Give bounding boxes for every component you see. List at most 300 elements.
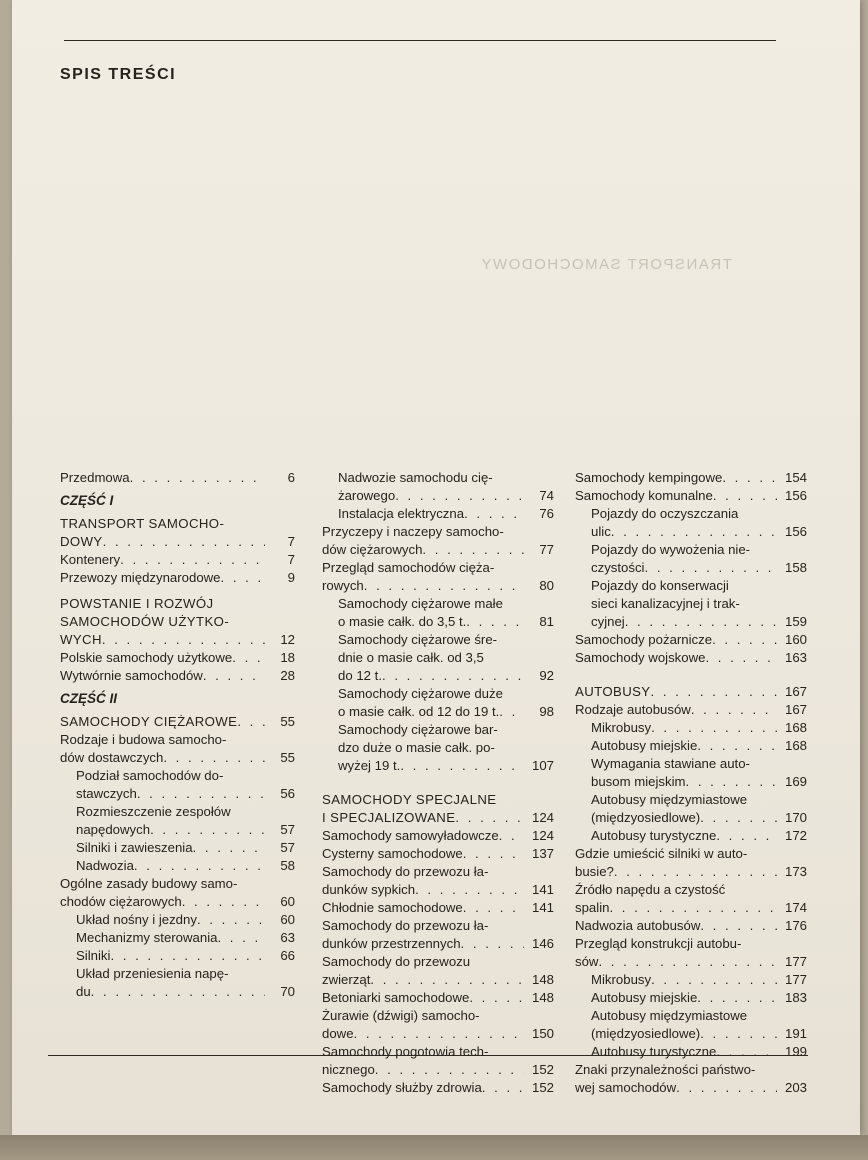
toc-page-number: 203	[784, 1080, 807, 1095]
toc-entry[interactable]	[60, 947, 295, 965]
toc-entry-title	[575, 845, 777, 881]
top-rule	[64, 40, 776, 41]
toc-entry-title	[322, 721, 524, 775]
toc-entry[interactable]	[575, 971, 807, 989]
toc-entry-text: Mechanizmy sterowania	[76, 930, 218, 945]
toc-entry-text: żarowego	[338, 488, 396, 503]
dot-leader	[382, 667, 524, 685]
toc-entry-line	[322, 1079, 524, 1097]
toc-page-number: 70	[280, 984, 295, 999]
toc-entry-title	[575, 827, 777, 845]
dot-leader	[469, 989, 524, 1007]
toc-page-number: 169	[784, 774, 807, 789]
toc-entry-title	[575, 917, 777, 935]
toc-entry[interactable]	[322, 953, 554, 989]
toc-entry-title	[322, 523, 524, 559]
dot-leader	[217, 929, 265, 947]
toc-entry[interactable]	[60, 713, 295, 731]
toc-entry-text: Silniki	[76, 948, 111, 963]
toc-entry-text: Autobusy turystyczne	[591, 828, 717, 843]
toc-entry-line	[76, 983, 265, 1001]
toc-entry-line	[60, 631, 265, 649]
dot-leader	[716, 1043, 777, 1061]
toc-entry-text: dów dostawczych	[60, 750, 164, 765]
toc-entry[interactable]	[60, 595, 295, 649]
dot-leader	[130, 469, 265, 487]
toc-page-number: 60	[280, 912, 295, 927]
dot-leader	[614, 863, 777, 881]
toc-entry-text: Silniki i zawieszenia	[76, 840, 193, 855]
dot-leader	[182, 893, 265, 911]
toc-entry-text: dunków przestrzennych	[322, 936, 461, 951]
toc-entry-line	[322, 1061, 524, 1079]
toc-entry[interactable]	[575, 989, 807, 1007]
toc-entry[interactable]	[575, 827, 807, 845]
toc-entry-title	[322, 827, 524, 845]
toc-entry[interactable]	[322, 845, 554, 863]
toc-entry[interactable]	[575, 469, 807, 487]
toc-page-number: 154	[784, 470, 807, 485]
toc-entry[interactable]	[575, 631, 807, 649]
toc-entry-line	[322, 863, 524, 881]
toc-entry[interactable]	[60, 803, 295, 839]
toc-entry-title	[575, 881, 777, 917]
toc-spacer	[322, 775, 554, 791]
dot-leader	[705, 649, 777, 667]
dot-leader	[651, 971, 777, 989]
toc-entry-title	[60, 713, 265, 731]
toc-page-number: 7	[287, 552, 295, 567]
toc-entry-text: Autobusy miejskie	[591, 990, 698, 1005]
dot-leader	[455, 809, 524, 827]
toc-entry[interactable]	[60, 965, 295, 1001]
toc-entry[interactable]	[322, 863, 554, 899]
toc-entry[interactable]	[575, 487, 807, 505]
toc-entry-title	[60, 875, 265, 911]
toc-entry-line	[322, 845, 524, 863]
dot-leader	[395, 487, 524, 505]
toc-page-number: 156	[784, 488, 807, 503]
dot-leader	[499, 827, 524, 845]
toc-entry-title	[575, 1043, 777, 1061]
dot-leader	[676, 1079, 777, 1097]
toc-entry-line	[322, 971, 524, 989]
toc-entry-line	[322, 989, 524, 1007]
toc-entry-title	[60, 839, 265, 857]
toc-entry-text: nicznego	[322, 1062, 375, 1077]
toc-page-number: 56	[280, 786, 295, 801]
toc-entry-text: Samochody do przewozu ła-	[322, 918, 489, 933]
toc-entry[interactable]	[575, 719, 807, 737]
toc-entry-line	[575, 881, 777, 899]
toc-entry-line	[591, 541, 777, 559]
toc-page-number: 81	[539, 614, 554, 629]
toc-entry[interactable]	[322, 1043, 554, 1079]
toc-entry-text: SAMOCHODÓW UŻYTKO-	[60, 614, 230, 629]
toc-entry-text: Źródło napędu a czystość	[575, 882, 726, 897]
toc-entry-text: do 12 t.	[338, 668, 382, 683]
toc-entry-title	[575, 631, 777, 649]
toc-page-number: 167	[784, 702, 807, 717]
toc-page-number: 191	[784, 1026, 807, 1041]
toc-section-heading: CZĘŚĆ II	[60, 691, 118, 706]
toc-entry[interactable]	[575, 683, 807, 701]
dot-leader	[102, 631, 265, 649]
toc-entry[interactable]	[575, 505, 807, 541]
toc-entry[interactable]	[60, 667, 295, 685]
dot-leader	[415, 881, 524, 899]
toc-entry-text: Przedmowa	[60, 470, 130, 485]
toc-entry-line	[322, 577, 524, 595]
toc-entry-title	[322, 505, 524, 523]
toc-page-number: 6	[287, 470, 295, 485]
toc-entry-text: Instalacja elektryczna	[338, 506, 465, 521]
toc-entry-title	[60, 595, 265, 649]
toc-page-number: 173	[784, 864, 807, 879]
toc-entry-line	[591, 1025, 777, 1043]
dot-leader	[463, 899, 524, 917]
toc-entry-title	[60, 667, 265, 685]
toc-entry-text: Autobusy międzymiastowe	[591, 792, 748, 807]
toc-entry-text: Samochody pożarnicze	[575, 632, 713, 647]
toc-entry-title	[60, 649, 265, 667]
dot-leader	[611, 523, 777, 541]
toc-entry-text: Samochody komunalne	[575, 488, 713, 503]
toc-entry-text: Układ przeniesienia napę-	[76, 966, 229, 981]
toc-entry[interactable]	[322, 631, 554, 685]
dot-leader	[400, 757, 524, 775]
dot-leader	[697, 989, 777, 1007]
toc-entry-title	[575, 683, 777, 701]
toc-entry-text: Przegląd konstrukcji autobu-	[575, 936, 742, 951]
toc-entry-line	[322, 881, 524, 899]
toc-entry-text: Chłodnie samochodowe	[322, 900, 463, 915]
toc-entry[interactable]	[60, 767, 295, 803]
toc-entry-line	[60, 569, 265, 587]
toc-entry[interactable]	[575, 1043, 807, 1061]
toc-entry-text: Samochody samowyładowcze	[322, 828, 499, 843]
toc-entry-title	[60, 929, 265, 947]
toc-entry-line	[338, 649, 524, 667]
toc-page-number: 107	[531, 758, 554, 773]
toc-entry-line	[338, 487, 524, 505]
dot-leader	[91, 983, 265, 1001]
toc-entry-text: wej samochodów	[575, 1080, 677, 1095]
toc-entry-text: AUTOBUSY	[575, 684, 651, 699]
toc-entry[interactable]	[575, 917, 807, 935]
toc-entry[interactable]	[60, 515, 295, 551]
toc-entry[interactable]	[60, 875, 295, 911]
toc-entry-line	[591, 613, 777, 631]
toc-entry-line	[60, 469, 265, 487]
toc-entry-text: Nadwozie samochodu cię-	[338, 470, 493, 485]
toc-entry-text: Nadwozia	[76, 858, 134, 873]
dot-leader	[370, 971, 524, 989]
toc-page-number: 158	[784, 560, 807, 575]
toc-entry-text: SAMOCHODY CIĘŻAROWE	[60, 714, 238, 729]
toc-page-number: 9	[287, 570, 295, 585]
toc-entry-line	[575, 469, 777, 487]
toc-page-number: 98	[539, 704, 554, 719]
toc-entry-title	[575, 719, 777, 737]
toc-entry-line	[591, 755, 777, 773]
toc-entry-text: Samochody do przewozu ła-	[322, 864, 489, 879]
toc-entry[interactable]	[322, 791, 554, 827]
toc-entry-line	[575, 683, 777, 701]
toc-entry-title	[60, 965, 265, 1001]
dot-leader	[651, 683, 777, 701]
toc-entry-text: I SPECJALIZOWANE	[322, 810, 456, 825]
toc-entry[interactable]	[575, 935, 807, 971]
bottom-rule	[48, 1055, 808, 1056]
toc-entry[interactable]	[60, 857, 295, 875]
toc-entry[interactable]	[575, 1007, 807, 1043]
dot-leader	[232, 649, 265, 667]
page-title: SPIS TREŚCI	[60, 66, 177, 83]
toc-entry-line	[322, 809, 524, 827]
toc-page-number: 167	[784, 684, 807, 699]
dot-leader	[137, 785, 265, 803]
toc-entry[interactable]	[60, 649, 295, 667]
dot-leader	[499, 703, 524, 721]
toc-entry-title	[575, 1061, 777, 1097]
toc-entry-line	[591, 523, 777, 541]
toc-entry-line	[591, 827, 777, 845]
toc-column-1	[60, 469, 295, 1001]
toc-entry-title	[575, 469, 777, 487]
toc-entry-line	[322, 827, 524, 845]
toc-entry-text: dów ciężarowych	[322, 542, 423, 557]
toc-entry[interactable]	[322, 523, 554, 559]
toc-entry[interactable]	[322, 917, 554, 953]
toc-entry[interactable]	[322, 559, 554, 595]
toc-entry-line	[338, 505, 524, 523]
toc-entry[interactable]	[60, 731, 295, 767]
toc-entry[interactable]	[60, 551, 295, 569]
toc-entry[interactable]	[575, 845, 807, 881]
toc-page-number: 163	[784, 650, 807, 665]
dot-leader	[203, 667, 265, 685]
dot-leader	[466, 613, 524, 631]
dot-leader	[700, 1025, 777, 1043]
toc-entry-title	[575, 1007, 777, 1043]
toc-page-number: 60	[280, 894, 295, 909]
toc-entry-line	[591, 989, 777, 1007]
toc-entry-line	[76, 965, 265, 983]
toc-page-number: 137	[531, 846, 554, 861]
toc-entry[interactable]	[322, 721, 554, 775]
toc-entry[interactable]	[322, 685, 554, 721]
toc-entry-text: czystości	[591, 560, 645, 575]
toc-entry-line	[338, 703, 524, 721]
dot-leader	[700, 917, 777, 935]
toc-entry-line	[338, 613, 524, 631]
toc-entry-title	[575, 971, 777, 989]
toc-entry-line	[60, 875, 265, 893]
toc-entry-text: TRANSPORT SAMOCHO-	[60, 516, 225, 531]
toc-entry[interactable]	[60, 839, 295, 857]
dot-leader	[716, 827, 777, 845]
toc-entry-line	[591, 1043, 777, 1061]
toc-entry-title	[575, 791, 777, 827]
toc-entry-line	[591, 719, 777, 737]
toc-page-number: 141	[531, 900, 554, 915]
toc-entry-text: Kontenery	[60, 552, 121, 567]
toc-entry-line	[322, 899, 524, 917]
toc-entry-text: Wytwórnie samochodów	[60, 668, 203, 683]
toc-entry[interactable]	[575, 701, 807, 719]
toc-entry-text: Znaki przynależności państwo-	[575, 1062, 756, 1077]
toc-entry-line	[591, 595, 777, 613]
toc-column-3	[575, 469, 807, 1097]
dot-leader	[482, 1079, 524, 1097]
toc-entry-text: Pojazdy do oczyszczania	[591, 506, 739, 521]
toc-entry-text: o masie całk. do 3,5 t.	[338, 614, 467, 629]
toc-entry-title	[322, 953, 524, 989]
toc-page-number: 74	[539, 488, 554, 503]
toc-entry-text: spalin	[575, 900, 610, 915]
toc-entry[interactable]	[575, 755, 807, 791]
toc-entry[interactable]	[322, 469, 554, 505]
toc-entry-text: Samochody ciężarowe śre-	[338, 632, 498, 647]
toc-entry[interactable]	[322, 1079, 554, 1097]
toc-entry-text: wyżej 19 t.	[338, 758, 401, 773]
dot-leader	[103, 533, 265, 551]
toc-entry-text: Rozmieszczenie zespołów	[76, 804, 231, 819]
toc-entry-text: sów	[575, 954, 599, 969]
toc-entry[interactable]	[322, 595, 554, 631]
toc-entry[interactable]	[575, 1061, 807, 1097]
dot-leader	[598, 953, 777, 971]
toc-spacer	[575, 667, 807, 683]
toc-entry-text: Gdzie umieścić silniki w auto-	[575, 846, 748, 861]
toc-entry-title	[575, 577, 777, 631]
toc-entry[interactable]	[575, 791, 807, 827]
toc-entry-line	[322, 935, 524, 953]
toc-entry-title	[60, 947, 265, 965]
toc-entry-text: Samochody pogotowia tech-	[322, 1044, 489, 1059]
dot-leader	[221, 569, 265, 587]
toc-entry-line	[322, 917, 524, 935]
toc-page-number: 12	[280, 632, 295, 647]
toc-page-number: 124	[531, 828, 554, 843]
toc-entry-title	[60, 569, 265, 587]
dot-leader	[700, 809, 777, 827]
toc-entry-line	[76, 821, 265, 839]
toc-entry-line	[575, 953, 777, 971]
book-page	[12, 0, 860, 1135]
toc-entry-line	[60, 515, 265, 533]
toc-entry-line	[591, 773, 777, 791]
toc-entry-line	[76, 839, 265, 857]
toc-entry-title	[60, 551, 265, 569]
toc-entry[interactable]	[575, 649, 807, 667]
toc-entry-text: Samochody ciężarowe bar-	[338, 722, 498, 737]
toc-entry-line	[60, 613, 265, 631]
toc-entry[interactable]	[322, 989, 554, 1007]
toc-page-number: 18	[280, 650, 295, 665]
toc-entry-line	[76, 947, 265, 965]
toc-entry-text: Samochody kempingowe	[575, 470, 723, 485]
dot-leader	[422, 541, 524, 559]
toc-page-number: 7	[287, 534, 295, 549]
toc-entry-line	[575, 845, 777, 863]
toc-entry[interactable]	[575, 881, 807, 917]
dot-leader	[197, 911, 265, 929]
toc-entry-title	[322, 845, 524, 863]
toc-entry-text: Samochody ciężarowe duże	[338, 686, 503, 701]
toc-entry-title	[575, 737, 777, 755]
toc-page-number: 58	[280, 858, 295, 873]
toc-entry-text: Mikrobusy	[591, 720, 652, 735]
toc-entry[interactable]	[575, 737, 807, 755]
toc-entry-title	[575, 989, 777, 1007]
toc-entry-text: dnie o masie całk. od 3,5	[338, 650, 484, 665]
toc-entry-text: Przegląd samochodów cięża-	[322, 560, 495, 575]
toc-entry-text: Nadwozia autobusów	[575, 918, 701, 933]
toc-entry-line	[338, 667, 524, 685]
toc-entry-line	[60, 551, 265, 569]
toc-entry-line	[338, 469, 524, 487]
toc-entry-title	[322, 791, 524, 827]
toc-entry-line	[76, 911, 265, 929]
toc-entry-text: busom miejskim	[591, 774, 686, 789]
dot-leader	[375, 1061, 524, 1079]
toc-page-number: 168	[784, 720, 807, 735]
toc-entry[interactable]	[60, 469, 295, 487]
toc-entry-text: sieci kanalizacyjnej i trak-	[591, 596, 740, 611]
toc-entry-text: POWSTANIE I ROZWÓJ	[60, 596, 214, 611]
dot-leader	[686, 773, 777, 791]
toc-entry[interactable]	[60, 569, 295, 587]
bleed-through-text: TRANSPORT SAMOCHODOWY	[480, 256, 732, 273]
toc-entry[interactable]	[60, 929, 295, 947]
toc-page-number: 170	[784, 810, 807, 825]
toc-entry-line	[322, 559, 524, 577]
toc-entry[interactable]	[322, 1007, 554, 1043]
toc-entry-text: Układ nośny i jezdny	[76, 912, 197, 927]
toc-entry[interactable]	[322, 505, 554, 523]
toc-entry[interactable]	[575, 577, 807, 631]
toc-entry-line	[575, 701, 777, 719]
toc-page-number: 199	[784, 1044, 807, 1059]
toc-entry[interactable]	[575, 541, 807, 577]
toc-entry-line	[338, 631, 524, 649]
toc-entry-line	[575, 1079, 777, 1097]
toc-entry-title	[322, 989, 524, 1007]
toc-entry[interactable]	[322, 827, 554, 845]
toc-entry-text: Samochody wojskowe	[575, 650, 706, 665]
toc-entry-text: o masie całk. od 12 do 19 t.	[338, 704, 500, 719]
toc-column-2	[322, 469, 554, 1097]
toc-page-number: 146	[531, 936, 554, 951]
toc-entry-line	[322, 1043, 524, 1061]
dot-leader	[464, 505, 524, 523]
toc-entry-line	[322, 791, 524, 809]
toc-entry[interactable]	[60, 911, 295, 929]
toc-page-number: 174	[784, 900, 807, 915]
toc-entry-title	[322, 917, 524, 953]
toc-page-number: 57	[280, 822, 295, 837]
toc-entry-line	[338, 595, 524, 613]
dot-leader	[364, 577, 524, 595]
toc-entry-text: WYCH	[60, 632, 102, 647]
toc-entry-line	[575, 649, 777, 667]
toc-entry-line	[575, 917, 777, 935]
toc-entry-text: rowych	[322, 578, 364, 593]
toc-entry[interactable]	[322, 899, 554, 917]
toc-entry-line	[575, 935, 777, 953]
